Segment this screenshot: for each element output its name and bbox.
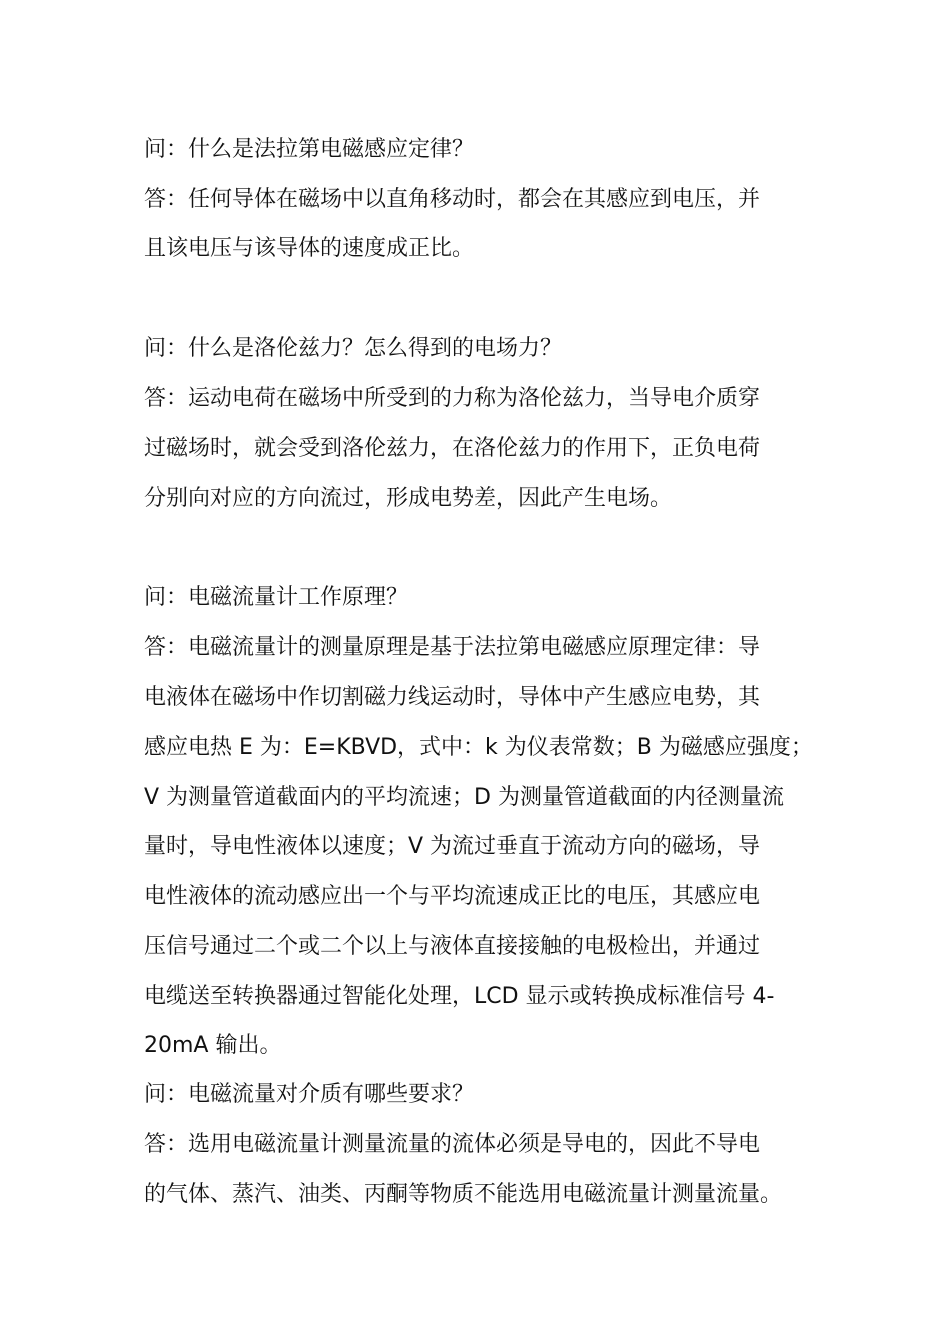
answer-3-line-3: 感应电热 E 为：E=KBVD，式中：k 为仪表常数；B 为磁感应强度； [144,735,813,760]
answer-2-line-3: 分别向对应的方向流过，形成电势差，因此产生电场。 [144,486,673,511]
answer-3-line-6: 电性液体的流动感应出一个与平均流速成正比的电压，其感应电 [144,884,761,909]
question-1: 问：什么是法拉第电磁感应定律？ [144,137,475,162]
answer-2-line-1: 答：运动电荷在磁场中所受到的力称为洛伦兹力，当导电介质穿 [144,386,761,411]
answer-1-line-1: 答：任何导体在磁场中以直角移动时，都会在其感应到电压，并 [144,187,761,212]
question-3: 问：电磁流量计工作原理？ [144,585,409,610]
answer-1-line-2: 且该电压与该导体的速度成正比。 [144,236,475,261]
answer-3-line-4: V 为测量管道截面内的平均流速；D 为测量管道截面的内径测量流 [144,785,784,810]
answer-3-line-2: 电液体在磁场中作切割磁力线运动时，导体中产生感应电势，其 [144,685,761,710]
question-4: 问：电磁流量对介质有哪些要求？ [144,1082,475,1107]
question-2: 问：什么是洛伦兹力？怎么得到的电场力？ [144,336,563,361]
answer-2-line-2: 过磁场时，就会受到洛伦兹力，在洛伦兹力的作用下，正负电荷 [144,436,761,461]
answer-3-line-7: 压信号通过二个或二个以上与液体直接接触的电极检出，并通过 [144,934,761,959]
answer-3-line-1: 答：电磁流量计的测量原理是基于法拉第电磁感应原理定律：导 [144,635,761,660]
answer-4-line-1: 答：选用电磁流量计测量流量的流体必须是导电的，因此不导电 [144,1132,761,1157]
answer-3-line-9: 20mA 输出。 [144,1033,282,1058]
answer-3-line-5: 量时，导电性液体以速度；V 为流过垂直于流动方向的磁场，导 [144,834,761,859]
answer-4-line-2: 的气体、蒸汽、油类、丙酮等物质不能选用电磁流量计测量流量。 [144,1182,783,1207]
answer-3-line-8: 电缆送至转换器通过智能化处理，LCD 显示或转换成标准信号 4- [144,984,775,1009]
